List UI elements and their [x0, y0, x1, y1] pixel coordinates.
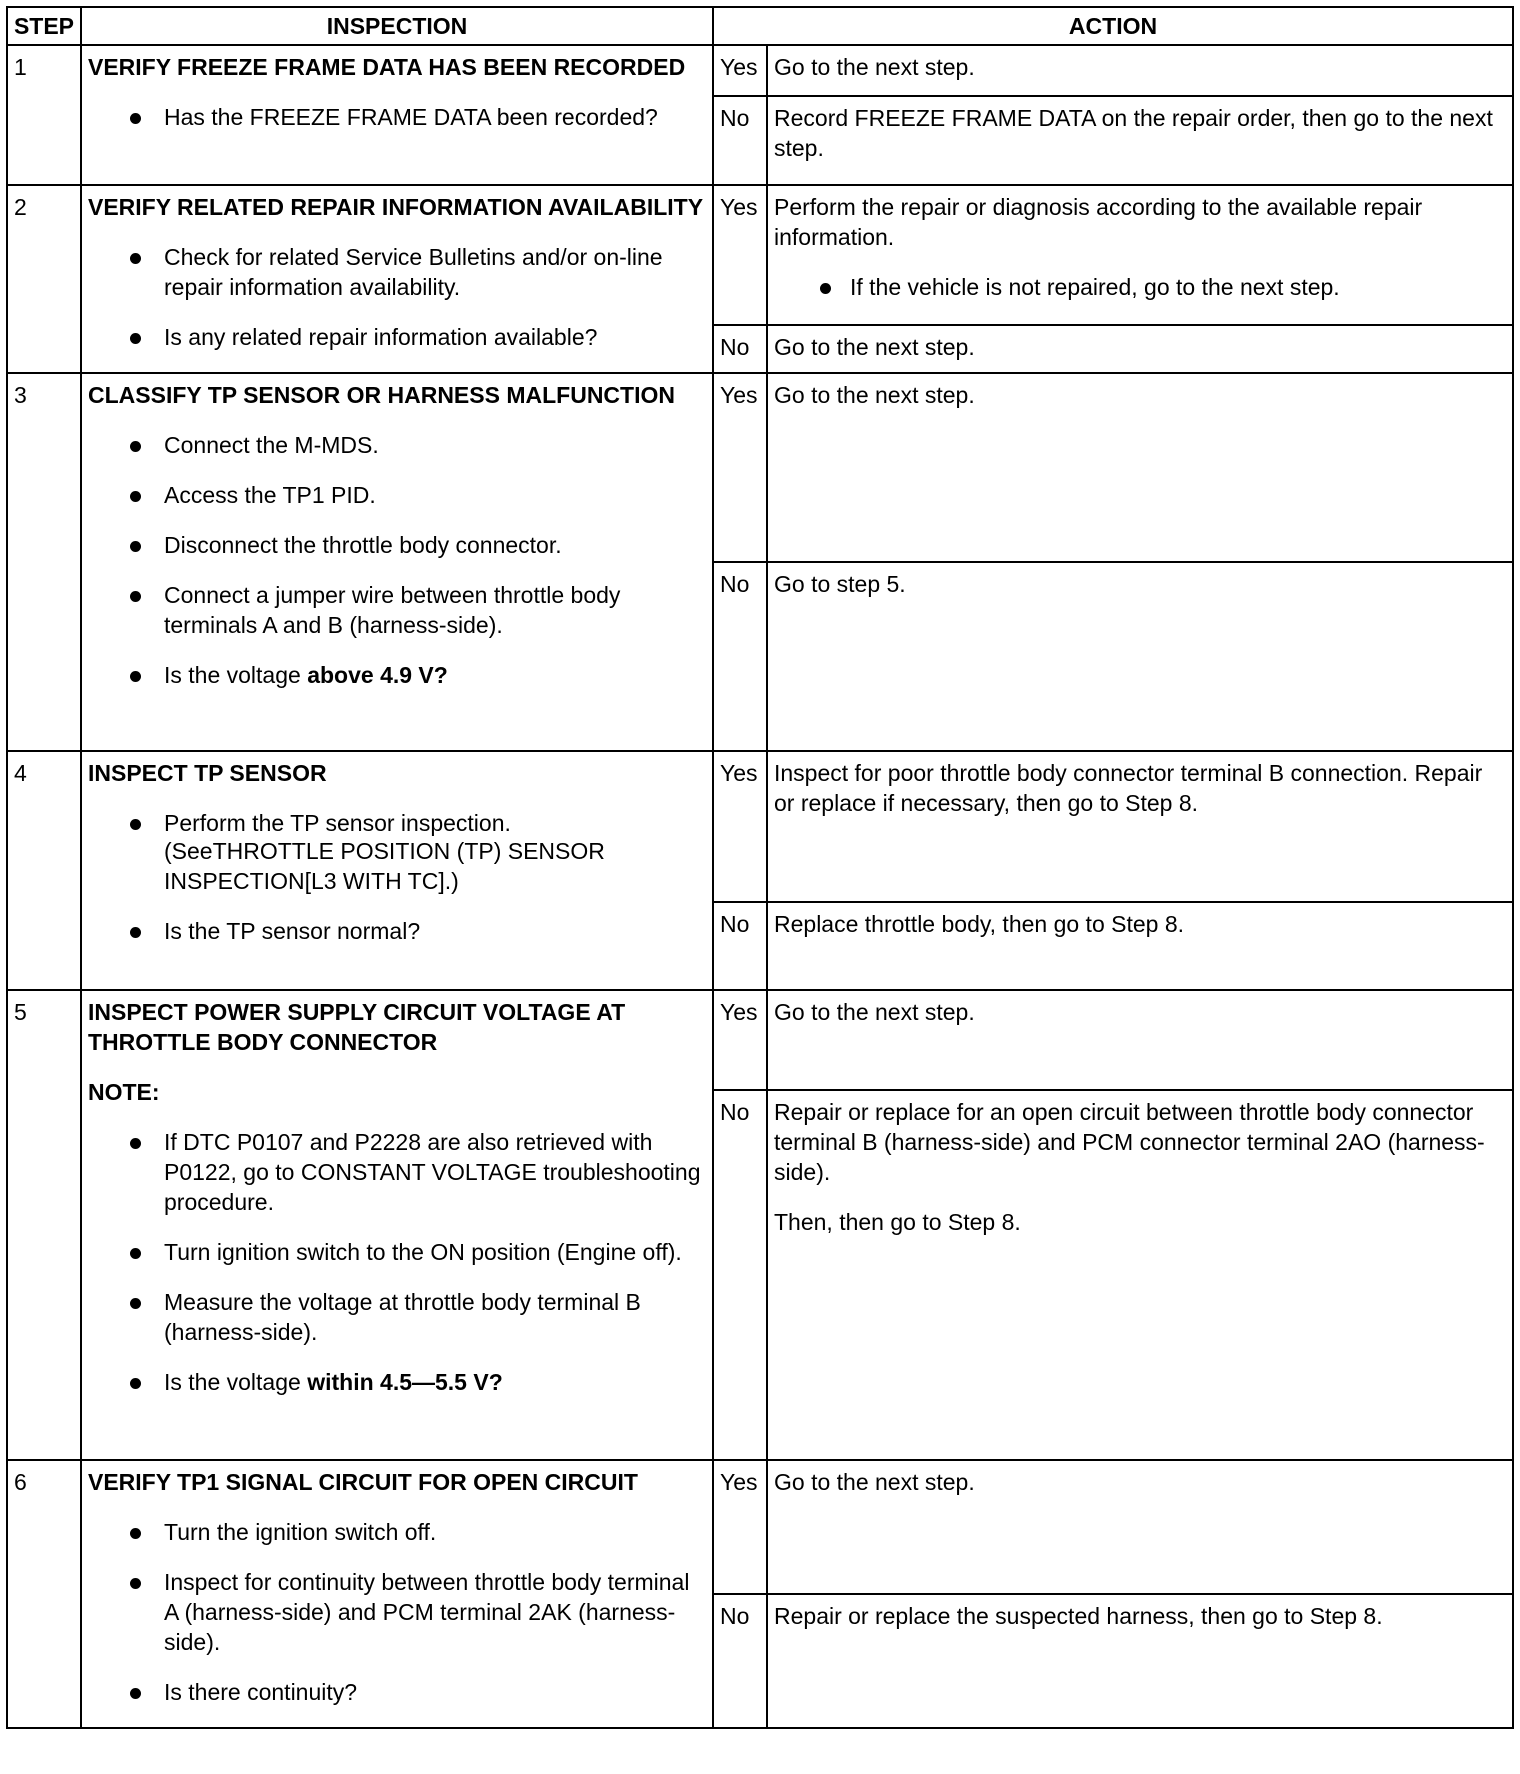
inspection-cell: [81, 1460, 713, 1728]
inspection-cell: [81, 751, 713, 990]
inspection-item: Has the FREEZE FRAME DATA been recorded?: [88, 102, 706, 132]
inspection-question: Is the voltage above 4.9 V?: [88, 660, 706, 690]
no-label: No: [713, 562, 767, 751]
step-row-2: [7, 185, 1513, 325]
inspection-list: [88, 1127, 706, 1397]
step-number: 4: [7, 751, 81, 990]
bullet-icon: [130, 541, 141, 552]
bullet-icon: [130, 1688, 141, 1699]
yes-action: Perform the repair or diagnosis according to the available repair information.: [774, 194, 1423, 250]
yes-action: Go to the next step.: [767, 45, 1513, 96]
bullet-icon: [130, 1378, 141, 1389]
yes-label: Yes: [713, 373, 767, 562]
header-inspection: INSPECTION: [81, 7, 713, 45]
inspection-cell: [81, 373, 713, 751]
yes-label: Yes: [713, 45, 767, 96]
inspection-item: Connect a jumper wire between throttle body terminals A and B (harness-side).: [88, 580, 706, 640]
no-label: No: [713, 1594, 767, 1728]
inspection-title: CLASSIFY TP SENSOR OR HARNESS MALFUNCTION: [88, 382, 675, 408]
bullet-icon: [130, 1248, 141, 1259]
note-label: NOTE:: [88, 1079, 160, 1105]
inspection-item: Access the TP1 PID.: [88, 480, 706, 510]
bullet-icon: [130, 671, 141, 682]
diagnostic-table: [6, 6, 1514, 1729]
inspection-list: [88, 242, 706, 352]
step-row-6: [7, 1460, 1513, 1594]
step-number: 1: [7, 45, 81, 185]
yes-action: Go to the next step.: [767, 373, 1513, 562]
no-action-cell: [767, 1090, 1513, 1460]
inspection-item: Disconnect the throttle body connector.: [88, 530, 706, 560]
inspection-item: Connect the M-MDS.: [88, 430, 706, 460]
inspection-title: VERIFY RELATED REPAIR INFORMATION AVAILABILITY: [88, 194, 704, 220]
inspection-list: [88, 102, 706, 132]
see-reference: (SeeTHROTTLE POSITION (TP) SENSOR INSPECTION[L3 WITH TC].): [164, 838, 605, 894]
step-row-3: [7, 373, 1513, 562]
no-label: No: [713, 325, 767, 373]
no-action-followup: Then, then go to Step 8.: [774, 1209, 1021, 1235]
yes-action-cell: [767, 185, 1513, 325]
no-label: No: [713, 96, 767, 185]
bullet-icon: [130, 1138, 141, 1149]
inspection-item: If DTC P0107 and P2228 are also retrieved with P0122, go to CONSTANT VOLTAGE troubleshooting procedure.: [88, 1127, 706, 1217]
inspection-title: INSPECT POWER SUPPLY CIRCUIT VOLTAGE AT THROTTLE BODY CONNECTOR: [88, 999, 626, 1055]
bullet-icon: [130, 591, 141, 602]
no-action: Repair or replace the suspected harness, then go to Step 8.: [767, 1594, 1513, 1728]
yes-label: Yes: [713, 1460, 767, 1594]
inspection-question: Is the TP sensor normal?: [88, 916, 706, 946]
inspection-item: Inspect for continuity between throttle body terminal A (harness-side) and PCM terminal 2AK (harness-side).: [88, 1567, 706, 1657]
inspection-title: VERIFY FREEZE FRAME DATA HAS BEEN RECORDED: [88, 54, 686, 80]
bullet-icon: [130, 253, 141, 264]
inspection-item: Turn ignition switch to the ON position (Engine off).: [88, 1237, 706, 1267]
inspection-cell: [81, 45, 713, 185]
yes-action: Go to the next step.: [767, 1460, 1513, 1594]
inspection-item: Check for related Service Bulletins and/or on-line repair information availability.: [88, 242, 706, 302]
yes-action: Inspect for poor throttle body connector terminal B connection. Repair or replace if necessary, then go to Step 8.: [767, 751, 1513, 902]
bullet-icon: [130, 333, 141, 344]
yes-action: Go to the next step.: [767, 990, 1513, 1090]
inspection-item: Is any related repair information available?: [88, 322, 706, 352]
no-label: No: [713, 1090, 767, 1460]
step-number: 5: [7, 990, 81, 1460]
inspection-list: [88, 430, 706, 690]
header-action: ACTION: [713, 7, 1513, 45]
yes-label: Yes: [713, 990, 767, 1090]
bullet-icon: [130, 927, 141, 938]
inspection-title: INSPECT TP SENSOR: [88, 760, 327, 786]
inspection-item: Turn the ignition switch off.: [88, 1517, 706, 1547]
step-number: 6: [7, 1460, 81, 1728]
yes-label: Yes: [713, 751, 767, 902]
bullet-icon: [130, 1298, 141, 1309]
header-step: STEP: [7, 7, 81, 45]
step-row-1: [7, 45, 1513, 96]
bullet-icon: [130, 1578, 141, 1589]
bullet-icon: [130, 1528, 141, 1539]
bullet-icon: [130, 441, 141, 452]
bullet-icon: [130, 819, 141, 830]
inspection-item: Perform the TP sensor inspection.: [88, 808, 706, 838]
bullet-icon: [130, 113, 141, 124]
bullet-icon: [820, 283, 831, 294]
no-action: Replace throttle body, then go to Step 8.: [767, 902, 1513, 990]
step-number: 3: [7, 373, 81, 751]
step-row-4: [7, 751, 1513, 902]
table-header-row: [7, 7, 1513, 45]
inspection-list: [88, 1517, 706, 1707]
inspection-question: Is there continuity?: [88, 1677, 706, 1707]
diagnostic-procedure-document: [6, 6, 1512, 1764]
yes-label: Yes: [713, 185, 767, 325]
inspection-title: VERIFY TP1 SIGNAL CIRCUIT FOR OPEN CIRCUIT: [88, 1469, 638, 1495]
no-action: Repair or replace for an open circuit between throttle body connector terminal B (harness-side) and PCM connector terminal 2AO (harness-side).: [774, 1099, 1485, 1185]
inspection-cell: [81, 185, 713, 373]
inspection-question: Is the voltage within 4.5—5.5 V?: [88, 1367, 706, 1397]
inspection-cell: [81, 990, 713, 1460]
step-number: 2: [7, 185, 81, 373]
inspection-item: Measure the voltage at throttle body terminal B (harness-side).: [88, 1287, 706, 1347]
no-label: No: [713, 902, 767, 990]
inspection-list: [88, 916, 706, 946]
no-action: Go to the next step.: [767, 325, 1513, 373]
action-item: If the vehicle is not repaired, go to the next step.: [774, 272, 1506, 302]
bullet-icon: [130, 491, 141, 502]
inspection-list: [88, 808, 706, 838]
no-action: Go to step 5.: [767, 562, 1513, 751]
no-action: Record FREEZE FRAME DATA on the repair order, then go to the next step.: [767, 96, 1513, 185]
action-list: [774, 272, 1506, 302]
step-row-5: [7, 990, 1513, 1090]
